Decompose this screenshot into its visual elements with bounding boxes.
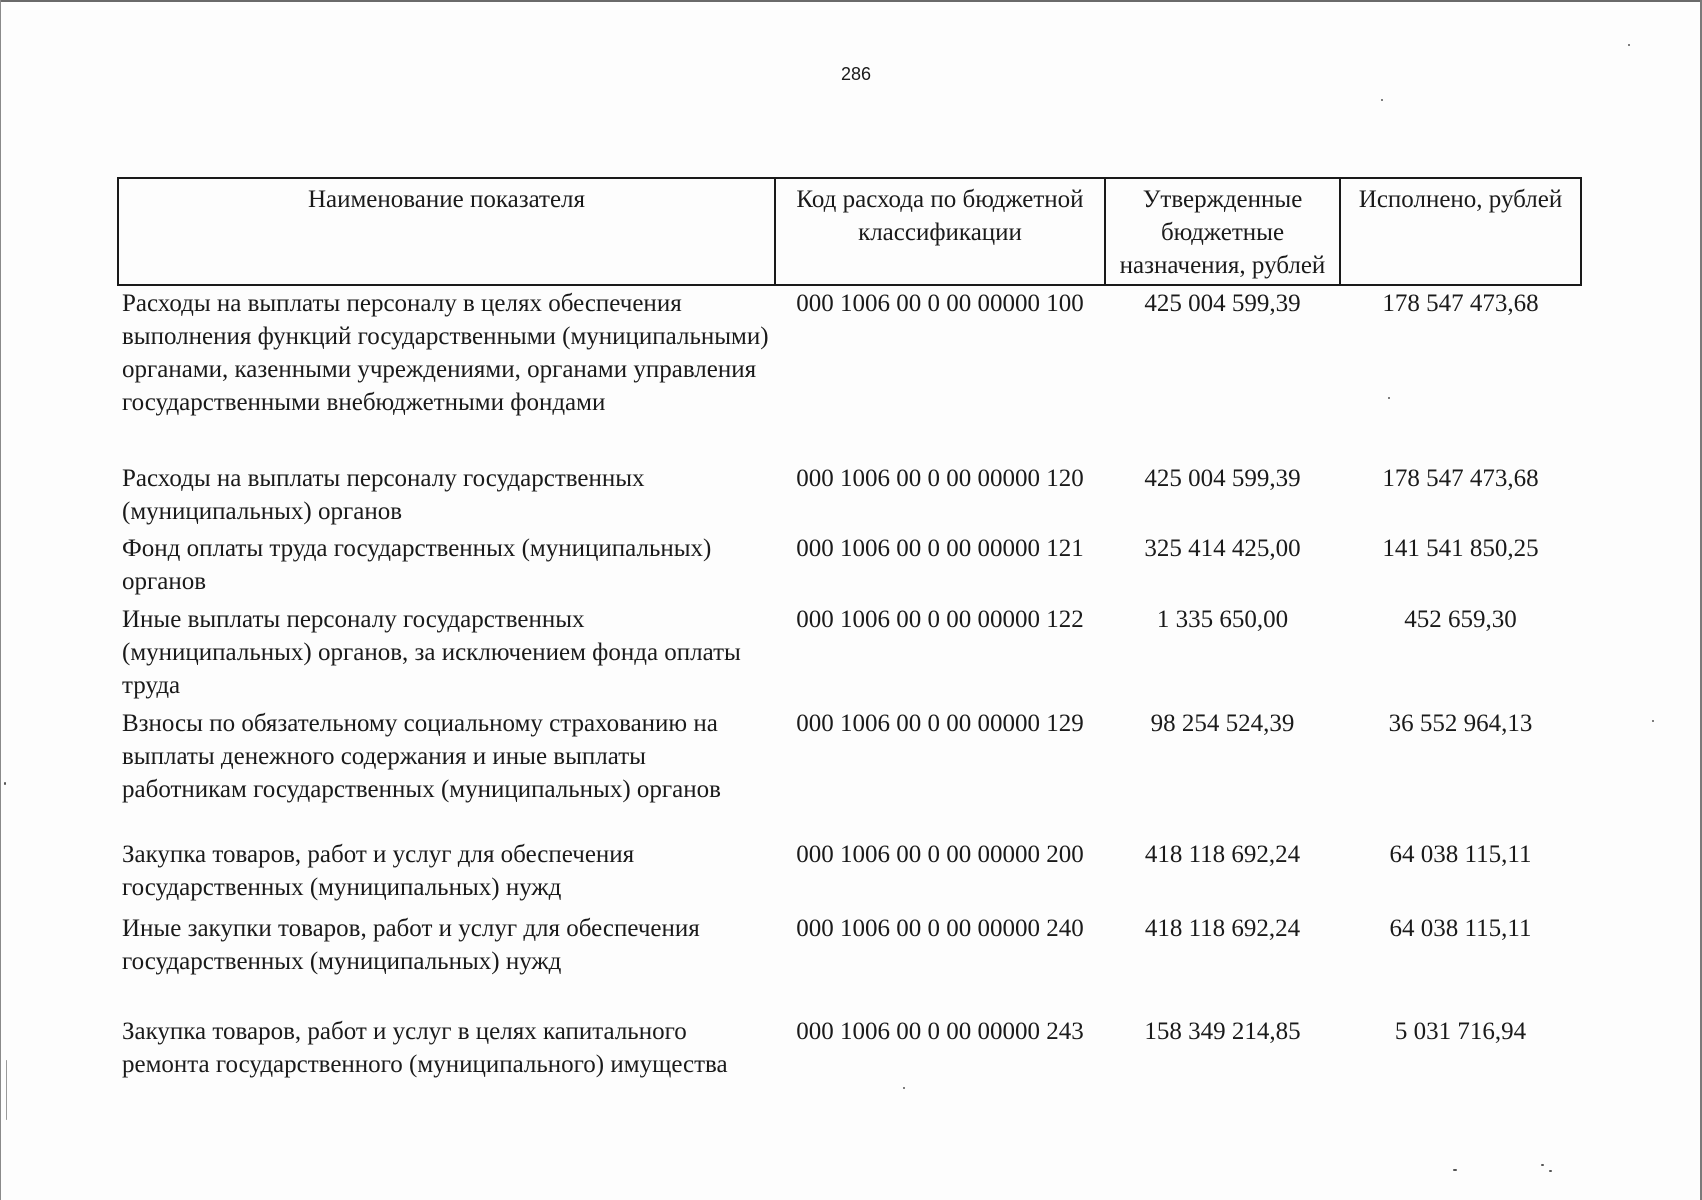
row-indicator-name: Иные выплаты персоналу государственных (муниципальных) органов, за исключением фонда оплаты труда (122, 606, 741, 699)
table-row (118, 1014, 1581, 1124)
row-executed-amount: 36 552 964,13 (1388, 710, 1533, 737)
budget-execution-table (117, 177, 1582, 1124)
row-indicator-name: Расходы на выплаты персоналу в целях обеспечения выполнения функций государственными (муниципальными) органами, казенными учреждениями, органами управления государственными внебюджетными фондами (122, 290, 769, 416)
page-number: 286 (840, 64, 872, 84)
row-approved-amount: 418 118 692,24 (1144, 915, 1301, 942)
row-indicator-name: Закупка товаров, работ и услуг для обеспечения государственных (муниципальных) нужд (122, 841, 635, 901)
scan-speck (1541, 1164, 1544, 1166)
table-row (118, 837, 1581, 911)
scan-speck (4, 782, 6, 785)
row-executed-amount: 178 547 473,68 (1382, 290, 1539, 317)
table-row (118, 706, 1581, 837)
row-executed-amount: 141 541 850,25 (1382, 535, 1539, 562)
header-approved-amount: Утвержденные бюджетные назначения, рублей (1105, 178, 1340, 285)
row-executed-amount: 5 031 716,94 (1394, 1018, 1527, 1045)
table-row (118, 285, 1581, 461)
scan-speck (1381, 99, 1383, 101)
scan-speck (1628, 44, 1630, 46)
row-approved-amount: 158 349 214,85 (1144, 1018, 1301, 1045)
scan-speck (1652, 720, 1654, 722)
scan-edge-left (0, 0, 1, 1200)
row-classification-code: 000 1006 00 0 00 00000 240 (796, 915, 1084, 942)
row-classification-code: 000 1006 00 0 00 00000 121 (796, 535, 1084, 562)
row-approved-amount: 325 414 425,00 (1144, 535, 1301, 562)
table-row (118, 461, 1581, 531)
row-indicator-name: Закупка товаров, работ и услуг в целях капитального ремонта государственного (муниципального) имущества (122, 1018, 728, 1078)
scan-speck (6, 1060, 7, 1120)
row-approved-amount: 1 335 650,00 (1156, 606, 1289, 633)
row-executed-amount: 64 038 115,11 (1389, 915, 1532, 942)
header-classification-code: Код расхода по бюджетной классификации (775, 178, 1105, 285)
row-classification-code: 000 1006 00 0 00 00000 200 (796, 841, 1084, 868)
row-approved-amount: 425 004 599,39 (1144, 290, 1301, 317)
table-header-row (118, 178, 1581, 285)
row-classification-code: 000 1006 00 0 00 00000 122 (796, 606, 1084, 633)
row-executed-amount: 452 659,30 (1404, 606, 1517, 633)
scan-speck (1549, 1170, 1552, 1172)
table-row (118, 531, 1581, 602)
row-classification-code: 000 1006 00 0 00 00000 243 (796, 1018, 1084, 1045)
header-executed-amount: Исполнено, рублей (1340, 178, 1581, 285)
row-approved-amount: 98 254 524,39 (1150, 710, 1295, 737)
row-indicator-name: Фонд оплаты труда государственных (муниципальных) органов (122, 535, 712, 595)
table-row (118, 602, 1581, 706)
row-executed-amount: 64 038 115,11 (1389, 841, 1532, 868)
scan-speck (1388, 397, 1390, 399)
row-approved-amount: 418 118 692,24 (1144, 841, 1301, 868)
row-approved-amount: 425 004 599,39 (1144, 465, 1301, 492)
scan-edge-top (0, 0, 1702, 2)
row-executed-amount: 178 547 473,68 (1382, 465, 1539, 492)
row-classification-code: 000 1006 00 0 00 00000 100 (796, 290, 1084, 317)
table-row (118, 911, 1581, 1014)
row-indicator-name: Расходы на выплаты персоналу государственных (муниципальных) органов (122, 465, 645, 525)
row-classification-code: 000 1006 00 0 00 00000 120 (796, 465, 1084, 492)
row-indicator-name: Иные закупки товаров, работ и услуг для обеспечения государственных (муниципальных) нужд (122, 915, 700, 975)
scan-speck (903, 1087, 905, 1089)
row-indicator-name: Взносы по обязательному социальному страхованию на выплаты денежного содержания и иные выплаты работникам государственных (муниципальных) органов (122, 710, 721, 803)
scan-speck (1453, 1169, 1457, 1171)
header-indicator-name: Наименование показателя (118, 178, 775, 285)
row-classification-code: 000 1006 00 0 00 00000 129 (796, 710, 1084, 737)
